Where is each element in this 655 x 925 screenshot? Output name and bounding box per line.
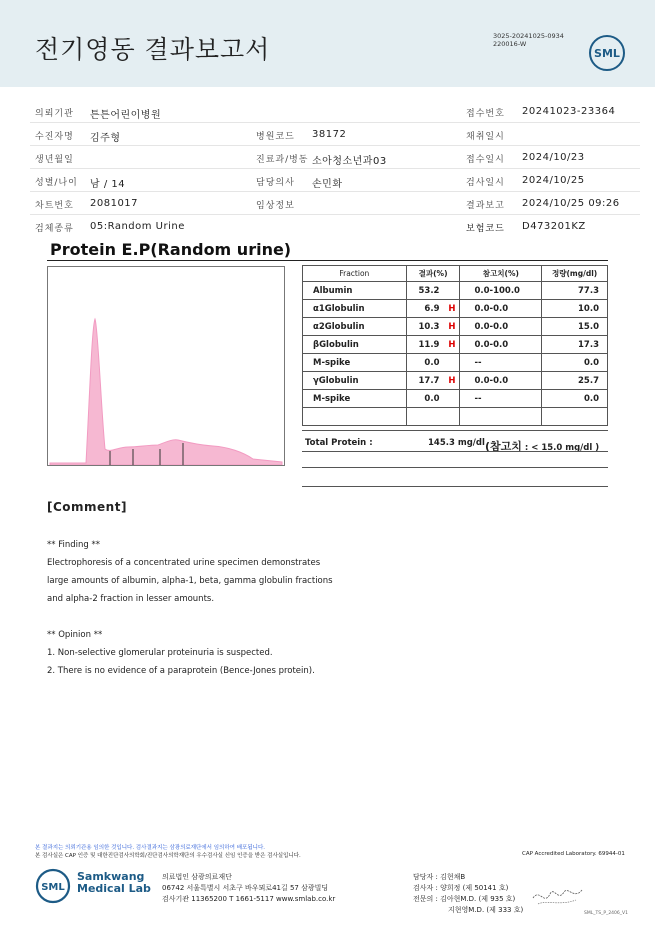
fraction-table-body (303, 282, 608, 426)
fraction-result (406, 300, 460, 318)
fraction-result-value: 11.9 (418, 339, 440, 350)
doctor-label: 담당의사 (256, 178, 295, 188)
signer-2: 검사자 : 양희정 (제 50141 호) (413, 884, 509, 892)
high-flag: H (448, 303, 456, 314)
department-label: 진료과/병동 (256, 155, 309, 165)
fraction-quantity: 77.3 (542, 282, 608, 300)
samkwang-logo-text: SML (41, 882, 65, 893)
insurance-value: D473201KZ (522, 221, 586, 232)
specimen-value: 05:Random Urine (90, 221, 185, 232)
hospital-code-label: 병원코드 (256, 132, 295, 142)
footer-note-blue: 본 결과지는 의뢰기관용 임의한 것입니다. 검사결과지는 삼광의료재단에서 임의하여 배포됩니다. (35, 845, 266, 851)
total-protein-line-1 (302, 451, 608, 452)
receipt-no-label: 접수번호 (466, 109, 505, 119)
signer-3: 전문의 : 김아현M.D. (제 935 호) (413, 895, 516, 903)
institution-value: 튼튼어린이병원 (90, 110, 162, 121)
fraction-result-value: 17.7 (418, 375, 440, 386)
fraction-row (303, 390, 608, 408)
total-protein-line-2 (302, 467, 608, 468)
fraction-quantity: 17.3 (542, 336, 608, 354)
fraction-result (406, 354, 460, 372)
fraction-row (303, 372, 608, 390)
fraction-quantity: 10.0 (542, 300, 608, 318)
address-line-2: 06742 서울특별시 서초구 바우뫼로41길 57 삼광빌딩 (162, 884, 329, 892)
signers (413, 872, 523, 916)
fraction-name: α2Globulin (303, 318, 407, 336)
total-protein-label: Total Protein : (305, 438, 373, 448)
fraction-result (406, 282, 460, 300)
header-reference: 참고치(%) (460, 266, 542, 282)
fraction-quantity (542, 408, 608, 426)
brand-line-2: Medical Lab (77, 882, 151, 895)
electrophoresis-curve (48, 267, 284, 465)
report-date-label: 결과보고 (466, 201, 505, 211)
opinion-line-2: 2. There is no evidence of a paraprotein (Bence-Jones protein). (47, 666, 315, 676)
opinion-heading: ** Opinion ** (47, 630, 103, 640)
high-flag: H (448, 321, 456, 332)
form-code: SML_TS_P_2406_V1 (584, 911, 628, 916)
info-row-6 (30, 215, 640, 238)
fraction-result (406, 390, 460, 408)
info-row-5 (30, 192, 640, 215)
hospital-code-value: 38172 (312, 129, 347, 140)
dob-label: 생년월일 (35, 155, 74, 165)
opinion-line-1: 1. Non-selective glomerular proteinuria is suspected. (47, 648, 273, 658)
fraction-row (303, 336, 608, 354)
fraction-quantity: 25.7 (542, 372, 608, 390)
total-protein-top-line (302, 430, 608, 431)
lab-address (162, 872, 335, 905)
fraction-row (303, 408, 608, 426)
total-protein-value: 145.3 mg/dl (428, 438, 485, 448)
info-row-1 (30, 100, 640, 123)
comment-title: [Comment] (47, 500, 127, 514)
logo-text: SML (594, 47, 620, 60)
cap-accreditation: CAP Accredited Laboratory. 69944-01 (522, 851, 625, 857)
signer-4: 지현영M.D. (제 333 호) (448, 906, 524, 914)
fraction-reference: 0.0-100.0 (460, 282, 542, 300)
fraction-quantity: 0.0 (542, 390, 608, 408)
signer-1: 담당자 : 김현채B (413, 873, 466, 881)
receipt-no-value: 20241023-23364 (522, 106, 616, 117)
receipt-date-label: 접수일시 (466, 155, 505, 165)
patient-value: 김주형 (90, 133, 121, 144)
fraction-name: M-spike (303, 354, 407, 372)
finding-line-2: large amounts of albumin, alpha-1, beta, gamma globulin fractions (47, 576, 333, 586)
fraction-table (302, 265, 608, 426)
sex-age-value: 남 / 14 (90, 179, 126, 190)
fraction-name: γGlobulin (303, 372, 407, 390)
info-row-3 (30, 146, 640, 169)
document-code-line2: 220016-W (493, 40, 527, 48)
fraction-reference (460, 408, 542, 426)
fraction-reference: -- (460, 354, 542, 372)
electrophoresis-graph (47, 266, 285, 466)
fraction-result-value: 0.0 (424, 393, 440, 404)
receipt-date-value: 2024/10/23 (522, 152, 585, 163)
fraction-result (406, 336, 460, 354)
patient-info (30, 100, 640, 238)
fraction-name: M-spike (303, 390, 407, 408)
protein-ep-title: Protein E.P(Random urine) (50, 240, 292, 259)
densitometry-curve-fill (50, 319, 282, 465)
department-value: 소아청소년과03 (312, 156, 387, 167)
fraction-table-header (303, 266, 608, 282)
fraction-result (406, 408, 460, 426)
fraction-row (303, 354, 608, 372)
info-row-2 (30, 123, 640, 146)
fraction-reference: 0.0-0.0 (460, 336, 542, 354)
fraction-result-value: 0.0 (424, 357, 440, 368)
fraction-reference: 0.0-0.0 (460, 372, 542, 390)
high-flag: H (448, 339, 456, 350)
fraction-reference: -- (460, 390, 542, 408)
chart-no-label: 차트번호 (35, 201, 74, 211)
signature-icon (530, 880, 590, 910)
sex-age-label: 성별/나이 (35, 178, 78, 188)
fraction-name: α1Globulin (303, 300, 407, 318)
fraction-name (303, 408, 407, 426)
fraction-result-value: 53.2 (418, 285, 440, 296)
title-underline (47, 260, 608, 261)
brand-name (77, 871, 151, 895)
fraction-quantity: 0.0 (542, 354, 608, 372)
fraction-result (406, 318, 460, 336)
finding-line-3: and alpha-2 fraction in lesser amounts. (47, 594, 215, 604)
header-quantity: 정량(mg/dl) (542, 266, 608, 282)
address-line-3: 검사기관 11365200 T 1661-5117 www.smlab.co.kr (162, 895, 336, 903)
fraction-reference: 0.0-0.0 (460, 300, 542, 318)
report-title: 전기영동 결과보고서 (35, 35, 271, 64)
fraction-name: βGlobulin (303, 336, 407, 354)
finding-heading: ** Finding ** (47, 540, 100, 550)
header-result: 결과(%) (406, 266, 460, 282)
info-row-4 (30, 169, 640, 192)
test-date-value: 2024/10/25 (522, 175, 585, 186)
clinical-label: 임상정보 (256, 201, 295, 211)
total-protein-line-3 (302, 486, 608, 487)
fraction-reference: 0.0-0.0 (460, 318, 542, 336)
fraction-row (303, 282, 608, 300)
total-protein-ref-rest: : < 15.0 mg/dl ) (524, 443, 600, 453)
collect-date-label: 채취일시 (466, 132, 505, 142)
brand-line-1: Samkwang (77, 870, 145, 883)
test-date-label: 검사일시 (466, 178, 505, 188)
insurance-label: 보험코드 (466, 224, 505, 234)
high-flag: H (448, 375, 456, 386)
patient-label: 수진자명 (35, 132, 74, 142)
fraction-quantity: 15.0 (542, 318, 608, 336)
footer-note-accreditation: 본 검사실은 CAP 인증 및 대한진단검사의학회/진단검사의학재단의 우수검사실 신임 인증을 받은 검사실입니다. (35, 853, 301, 859)
chart-no-value: 2081017 (90, 198, 139, 209)
fraction-row (303, 300, 608, 318)
sml-logo-icon (588, 34, 626, 72)
total-protein-ref-prefix: (참고치 (485, 440, 522, 453)
fraction-result (406, 372, 460, 390)
fraction-row (303, 318, 608, 336)
fraction-result-value: 10.3 (418, 321, 440, 332)
specimen-label: 검체종류 (35, 224, 74, 234)
document-code (493, 32, 564, 48)
fraction-result-value: 6.9 (424, 303, 440, 314)
header-fraction: Fraction (303, 266, 407, 282)
finding-line-1: Electrophoresis of a concentrated urine specimen demonstrates (47, 558, 321, 568)
report-date-value: 2024/10/25 09:26 (522, 198, 620, 209)
report-header (0, 0, 655, 87)
fraction-name: Albumin (303, 282, 407, 300)
doctor-value: 손민화 (312, 179, 343, 190)
institution-label: 의뢰기관 (35, 109, 74, 119)
address-line-1: 의료법인 삼광의료재단 (162, 873, 232, 881)
samkwang-logo-icon (35, 868, 71, 904)
document-code-line1: 3025-20241025-0934 (493, 32, 564, 40)
